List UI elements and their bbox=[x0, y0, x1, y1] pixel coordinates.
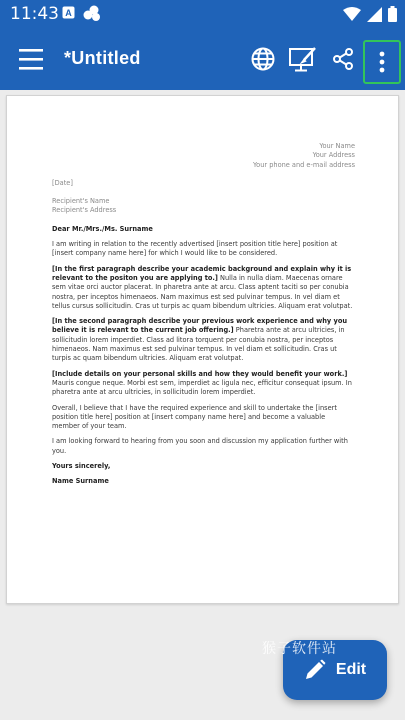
edit-screen-icon bbox=[288, 45, 318, 73]
paragraph-4 bbox=[52, 370, 355, 398]
paragraph-1: I am writing in relation to the recently advertised [insert position title here] position at [insert company name here] for which I would like to be considered. bbox=[52, 240, 338, 258]
document-content bbox=[52, 142, 355, 487]
a-icon bbox=[62, 6, 75, 24]
menu-button[interactable] bbox=[16, 45, 46, 73]
share-button[interactable] bbox=[326, 42, 360, 76]
watermark: 猴子软件站 bbox=[262, 641, 337, 657]
paragraph-3-text: Pharetra ante at arcu ultricies, in sollicitudin lorem imperdiet. Class ad litora torquent per conubia nostra, per inceptos himenaeos. Nam maximus est sed pulvinar tempus. In vel diam et sollicitudin. Cras ut turpis ac quam bibendum ultricies. Aliquam erat volutpat. bbox=[52, 326, 345, 363]
paragraph-5: Overall, I believe that I have the required experience and skill to undertake the [insert position title here] position at [insert company name here] and become a valuable member of your team. bbox=[52, 403, 337, 431]
sender-block bbox=[52, 142, 355, 170]
letter-date: [Date] bbox=[52, 178, 73, 187]
edit-screen-button[interactable] bbox=[286, 42, 320, 76]
paragraph-4-text: Mauris congue neque. Morbi est sem, imperdiet ac ligula nec, efficitur consequat ipsum. In pharetra ante at arcu ultricies, in sollicitudin lorem imperdiet. bbox=[52, 378, 352, 397]
battery-icon bbox=[388, 6, 397, 27]
more-vert-icon bbox=[379, 51, 385, 73]
more-options-button[interactable] bbox=[363, 40, 401, 84]
language-button[interactable] bbox=[246, 42, 280, 76]
share-icon bbox=[331, 47, 355, 71]
globe-icon bbox=[250, 46, 276, 72]
document-title: *Untitled bbox=[64, 48, 141, 68]
status-bar bbox=[0, 0, 405, 28]
recipient-name: Recipient's Name bbox=[52, 197, 110, 206]
paragraph-3 bbox=[52, 317, 355, 363]
status-time: 11:43 bbox=[10, 4, 59, 24]
document-preview[interactable] bbox=[6, 95, 399, 604]
cloud-icon bbox=[82, 4, 102, 27]
pencil-icon bbox=[304, 659, 326, 681]
edit-fab-label: Edit bbox=[335, 661, 367, 678]
paragraph-3-bold: [In the second paragraph describe your previous work experience and why you believe it is relevant to the current job offering.] bbox=[52, 317, 348, 335]
closing: Yours sincerely, bbox=[52, 462, 111, 471]
recipient-address: Recipient's Address bbox=[52, 206, 117, 215]
paragraph-2-bold: [In the first paragraph describe your academic background and explain why it is relevant to the positon you are applying to.] bbox=[52, 264, 352, 282]
paragraph-2-text: Nulla in nulla diam. Maecenas ornare sem vitae orci auctor placerat. In pharetra ante at arcu. Class aptent taciti so per conubia nostra, per inceptos himenaeos. Nam maximus est sed pulvinar tempus. In vel diam et tellus cursus sollicitudin. Cras ut turpis ac quam bibendum ultricies. Aliquam erat volutpat. bbox=[52, 273, 353, 310]
signal-icon bbox=[367, 7, 382, 27]
signature: Name Surname bbox=[52, 477, 109, 486]
svg-text:A: A bbox=[65, 8, 72, 18]
sender-address: Your Address bbox=[312, 151, 355, 160]
sender-contact: Your phone and e-mail address bbox=[253, 160, 355, 169]
app-bar bbox=[0, 28, 405, 90]
wifi-icon bbox=[343, 7, 361, 27]
paragraph-2 bbox=[52, 265, 355, 311]
salutation: Dear Mr./Mrs./Ms. Surname bbox=[52, 224, 153, 233]
hamburger-icon bbox=[16, 45, 46, 73]
paragraph-4-bold: [Include details on your personal skills and how they would benefit your work.] bbox=[52, 369, 348, 378]
sender-name: Your Name bbox=[319, 142, 355, 150]
paragraph-6: I am looking forward to hearing from you soon and discussion my application further with you. bbox=[52, 437, 348, 455]
